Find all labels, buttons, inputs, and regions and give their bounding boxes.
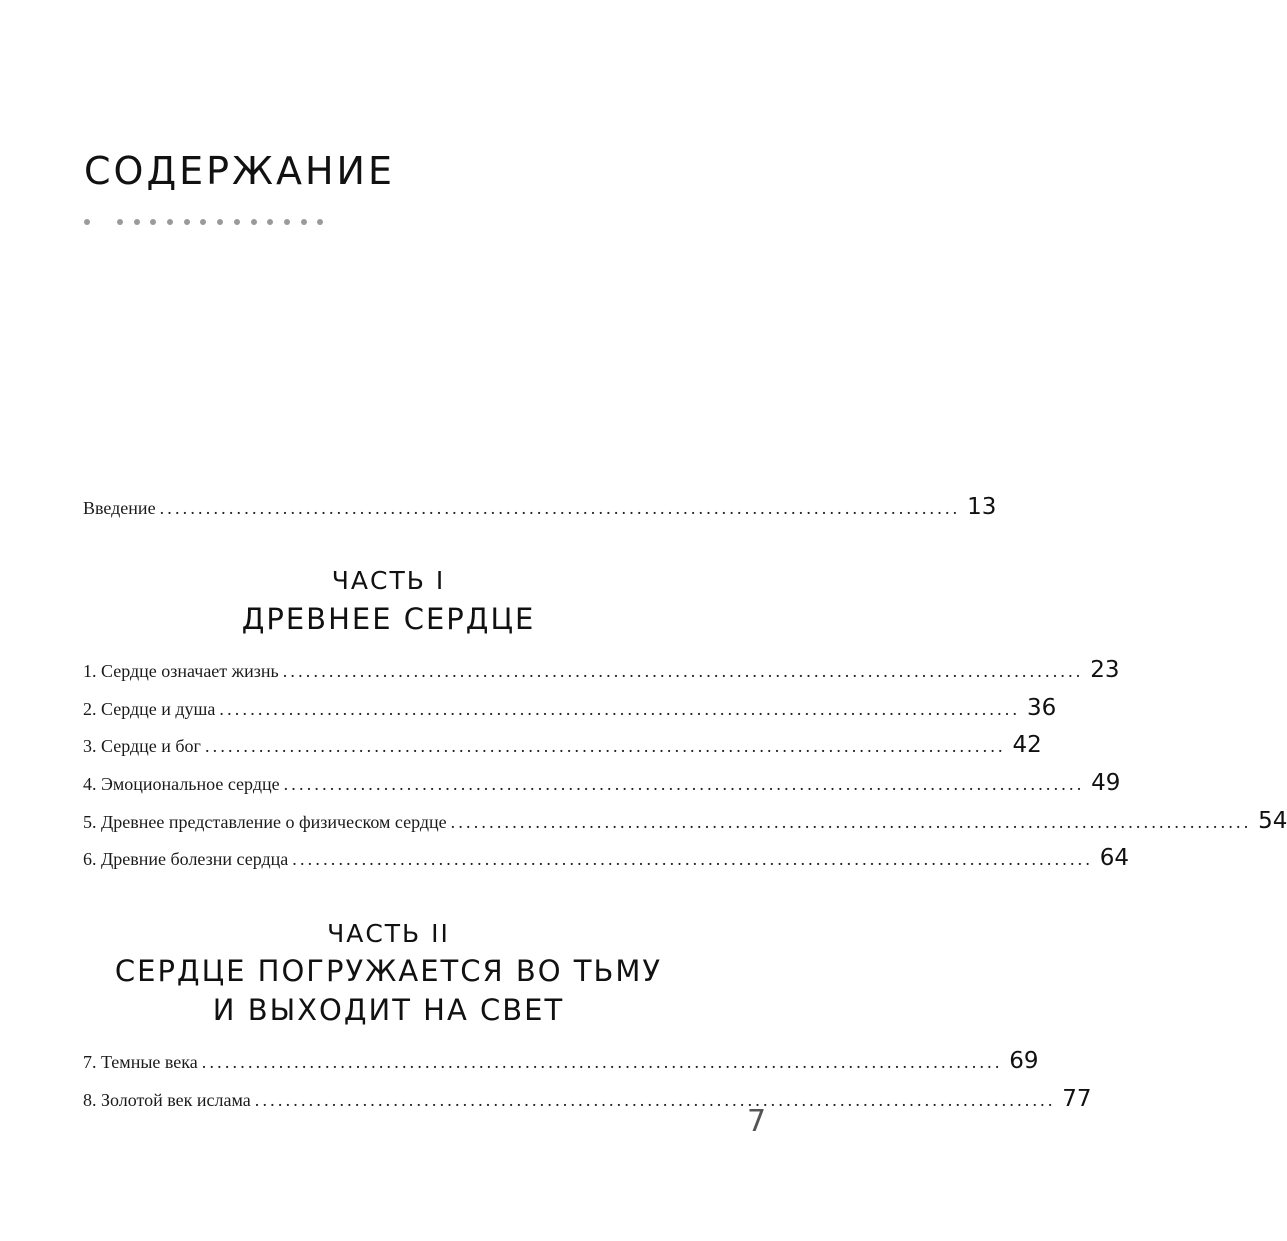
dot-leader: ........................................................................................................: [204, 736, 1006, 756]
toc-entry-chapter-1[interactable]: [83, 657, 1120, 687]
toc-entry-chapter-5[interactable]: [83, 808, 1287, 838]
dot-leader: ........................................................................................................: [292, 849, 1094, 869]
toc-entry-label: Введение: [83, 498, 156, 518]
toc-entry-label: 5. Древнее представление о физическом сердце: [83, 812, 447, 832]
dot-leader: ........................................................................................................: [219, 699, 1021, 719]
toc-entry-page: 23: [1090, 657, 1120, 683]
dot: [134, 219, 140, 225]
dot-leader: ........................................................................................................: [254, 1090, 1056, 1110]
part-2-title-line-2: И ВЫХОДИТ НА СВЕТ: [212, 993, 565, 1027]
part-1-title: ДРЕВНЕЕ СЕРДЦЕ: [241, 602, 536, 636]
toc-entry-label: 6. Древние болезни сердца: [83, 849, 289, 869]
dot: [150, 219, 156, 225]
decorative-dots: [84, 219, 334, 225]
part-1-label: ЧАСТЬ I: [331, 566, 446, 595]
dot: [284, 219, 290, 225]
dot: [200, 219, 206, 225]
dot-leader: ........................................................................................................: [283, 774, 1085, 794]
dot-leader: ........................................................................................................: [201, 1052, 1003, 1072]
toc-entry-page: 69: [1009, 1048, 1039, 1074]
dot: [234, 219, 240, 225]
toc-entry-label: 2. Сердце и душа: [83, 699, 216, 719]
dot: [184, 219, 190, 225]
toc-entry-label: 8. Золотой век ислама: [83, 1090, 251, 1110]
dot: [217, 219, 223, 225]
dot: [84, 219, 90, 225]
toc-entry-page: 42: [1012, 732, 1042, 758]
toc-entry-page: 36: [1026, 695, 1057, 721]
toc-entry-chapter-7[interactable]: [83, 1048, 1039, 1078]
toc-entry-chapter-3[interactable]: [83, 732, 1042, 762]
toc-entry-chapter-6[interactable]: [83, 845, 1130, 875]
toc-entry-label: 1. Сердце означает жизнь: [83, 661, 279, 681]
toc-entry-page: 13: [967, 494, 997, 520]
part-2-label: ЧАСТЬ II: [327, 919, 450, 948]
toc-entry-chapter-4[interactable]: [83, 770, 1121, 800]
dot: [167, 219, 173, 225]
dot: [301, 219, 307, 225]
page-title: СОДЕРЖАНИЕ: [84, 149, 395, 193]
dot-leader: ........................................................................................................: [159, 498, 961, 518]
toc-entry-chapter-2[interactable]: [83, 695, 1057, 725]
toc-entry-label: 3. Сердце и бог: [83, 736, 201, 756]
toc-entry-label: 4. Эмоциональное сердце: [83, 774, 280, 794]
toc-entry-page: 77: [1062, 1086, 1092, 1112]
toc-entry-label: 7. Темные века: [83, 1052, 198, 1072]
toc-entry-chapter-8[interactable]: [83, 1086, 1092, 1116]
toc-entry-page: 64: [1099, 845, 1130, 871]
dot: [267, 219, 273, 225]
toc-entry-introduction[interactable]: [83, 494, 997, 524]
dot-leader: ........................................................................................................: [450, 812, 1252, 832]
page-number: 7: [747, 1104, 767, 1139]
part-2-title-line-1: СЕРДЦЕ ПОГРУЖАЕТСЯ ВО ТЬМУ: [114, 954, 663, 988]
dot-leader: ........................................................................................................: [282, 661, 1084, 681]
dot: [117, 219, 123, 225]
toc-entry-page: 54: [1258, 808, 1287, 834]
toc-entry-page: 49: [1091, 770, 1121, 796]
dot: [251, 219, 257, 225]
dot: [317, 219, 323, 225]
